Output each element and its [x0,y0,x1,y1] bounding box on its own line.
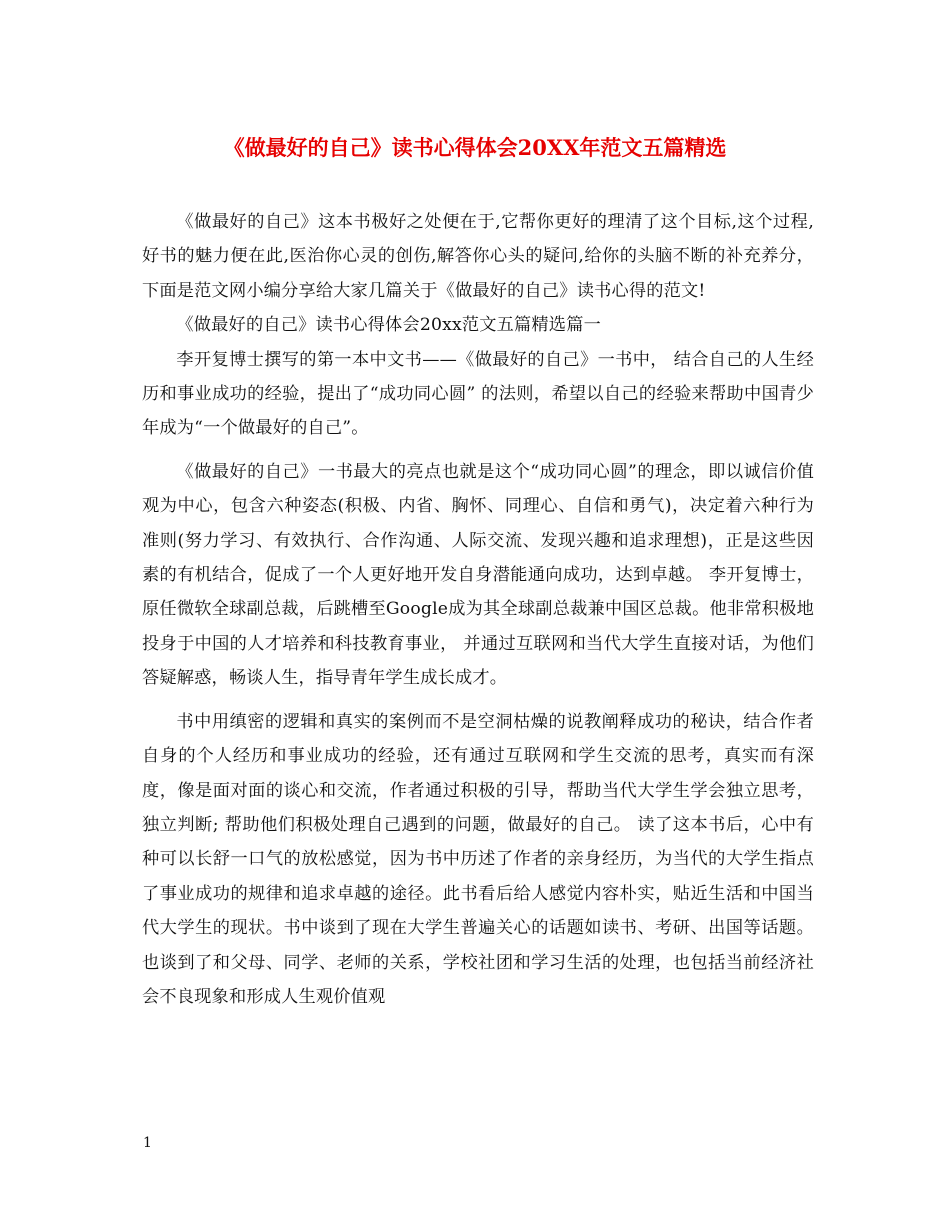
paragraph-1: 李开复博士撰写的第一本中文书——《做最好的自己》一书中， 结合自己的人生经历和事业成功的经验，提出了“成功同心圆” 的法则，希望以自己的经验来帮助中国青少年成为“一个做最好的自己”。 [142,349,814,439]
document-title: 《做最好的自己》读书心得体会20XX年范文五篇精选 [223,135,727,160]
paragraph-section-heading: 《做最好的自己》读书心得体会20xx范文五篇精选篇一 [176,315,601,336]
paragraph-2: 《做最好的自己》一书最大的亮点也就是这个“成功同心圆”的理念，即以诚信价值观为中心，包含六种姿态(积极、内省、胸怀、同理心、自信和勇气)，决定着六种行为准则(努力学习、有效执行、合作沟通、人际交流、发现兴趣和追求理想)，正是这些因素的有机结合，促成了一个人更好地开发自身潜能通向成功，达到卓越。 李开复博士， 原任微软全球副总裁，后跳槽至Google成为其全球副总裁兼中国区总裁。他非常积极地投身于中国的人才培养和科技教育事业， 并通过互联网和当代大学生直接对话，为他们答疑解惑，畅谈人生，指导青年学生成长成才。 [142,461,814,689]
paragraph-3: 书中用缜密的逻辑和真实的案例而不是空洞枯燥的说教阐释成功的秘诀，结合作者自身的个人经历和事业成功的经验，还有通过互联网和学生交流的思考，真实而有深度，像是面对面的谈心和交流，作者通过积极的引导，帮助当代大学生学会独立思考，独立判断; 帮助他们积极处理自己遇到的问题，做最好的自己。 读了这本书后，心中有种可以长舒一口气的放松感觉，因为书中历述了作者的亲身经历，为当代的大学生指点了事业成功的规律和追求卓越的途径。此书看后给人感觉内容朴实，贴近生活和中国当代大学生的现状。书中谈到了现在大学生普遍关心的话题如读书、考研、出国等话题。也谈到了和父母、同学、老师的关系，学校社团和学习生活的处理，也包括当前经济社会不良现象和形成人生观价值观 [142,711,814,1007]
page-number: 1 [143,1135,152,1151]
paragraph-intro: 《做最好的自己》这本书极好之处便在于,它帮你更好的理清了这个目标,这个过程,好书的魅力便在此,医治你心灵的创伤,解答你心头的疑问,给你的头脑不断的补充养分，下面是范文网小编分享给大家几篇关于《做最好的自己》读书心得的范文! [142,212,814,301]
document-body [142,205,814,1014]
